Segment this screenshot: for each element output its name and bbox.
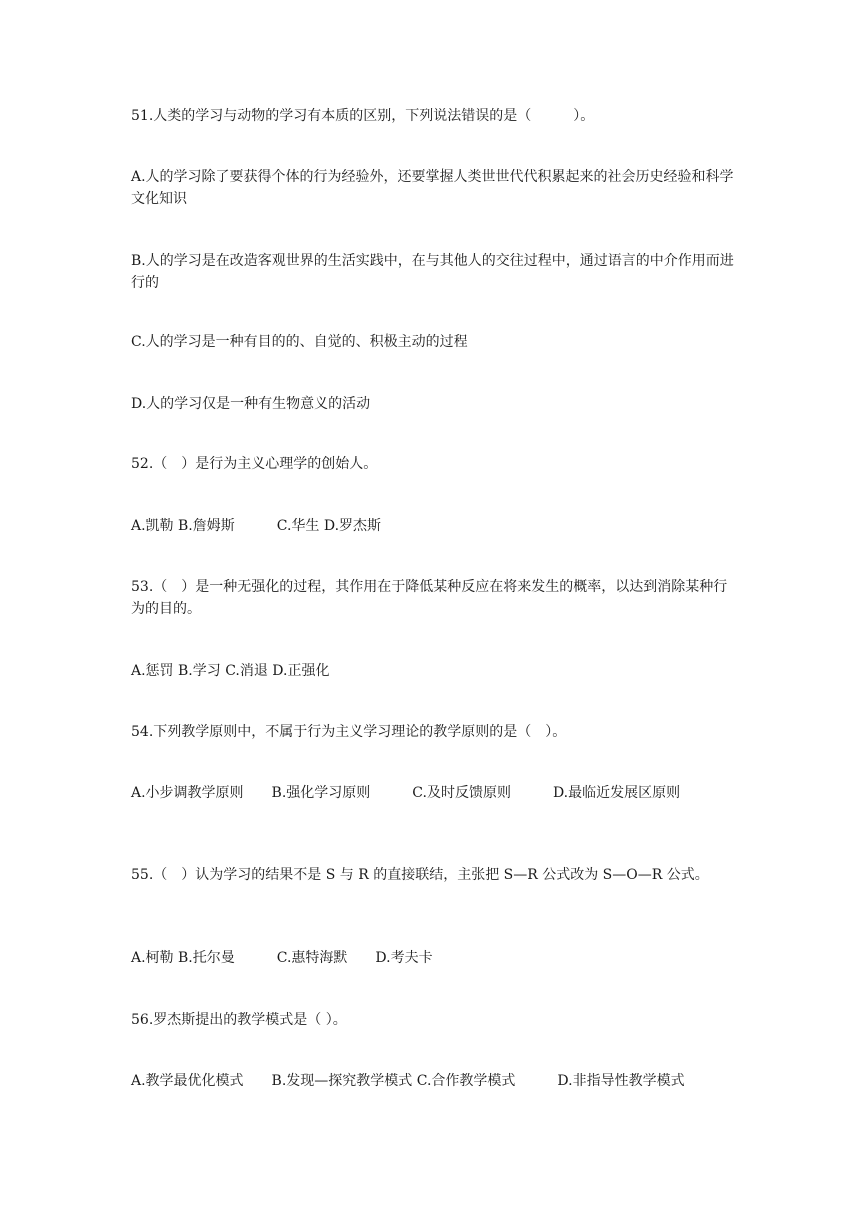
question-51-option-a: A.人的学习除了要获得个体的行为经验外，还要掌握人类世世代代积累起来的社会历史经验和科学文化知识 (131, 169, 734, 207)
question-52-stem: 52.（ ）是行为主义心理学的创始人。 (131, 456, 378, 472)
question-53-options: A.惩罚 B.学习 C.消退 D.正强化 (131, 663, 330, 679)
question-51-option-b: B.人的学习是在改造客观世界的生活实践中，在与其他人的交往过程中，通过语言的中介作用而进行的 (131, 253, 734, 291)
question-55-options: A.柯勒 B.托尔曼 C.惠特海默 D.考夫卡 (131, 950, 433, 966)
question-54-options: A.小步调教学原则 B.强化学习原则 C.及时反馈原则 D.最临近发展区原则 (131, 785, 681, 801)
question-56-options: A.教学最优化模式 B.发现—探究教学模式 C.合作教学模式 D.非指导性教学模式 (131, 1073, 685, 1089)
question-51-option-c: C.人的学习是一种有目的的、自觉的、积极主动的过程 (131, 334, 468, 350)
question-55-stem: 55.（ ）认为学习的结果不是 S 与 R 的直接联结，主张把 S—R 公式改为 S—O—R 公式。 (131, 867, 709, 883)
question-51-stem: 51.人类的学习与动物的学习有本质的区别，下列说法错误的是（ ）。 (131, 108, 595, 124)
question-51-option-d: D.人的学习仅是一种有生物意义的活动 (131, 396, 371, 412)
question-52-options: A.凯勒 B.詹姆斯 C.华生 D.罗杰斯 (131, 518, 382, 534)
question-56-stem: 56.罗杰斯提出的教学模式是（ ）。 (131, 1012, 347, 1028)
question-54-stem: 54.下列教学原则中，不属于行为主义学习理论的教学原则的是（ ）。 (131, 724, 567, 740)
question-53-stem: 53.（ ）是一种无强化的过程，其作用在于降低某种反应在将来发生的概率，以达到消除某种行为的目的。 (131, 579, 728, 617)
